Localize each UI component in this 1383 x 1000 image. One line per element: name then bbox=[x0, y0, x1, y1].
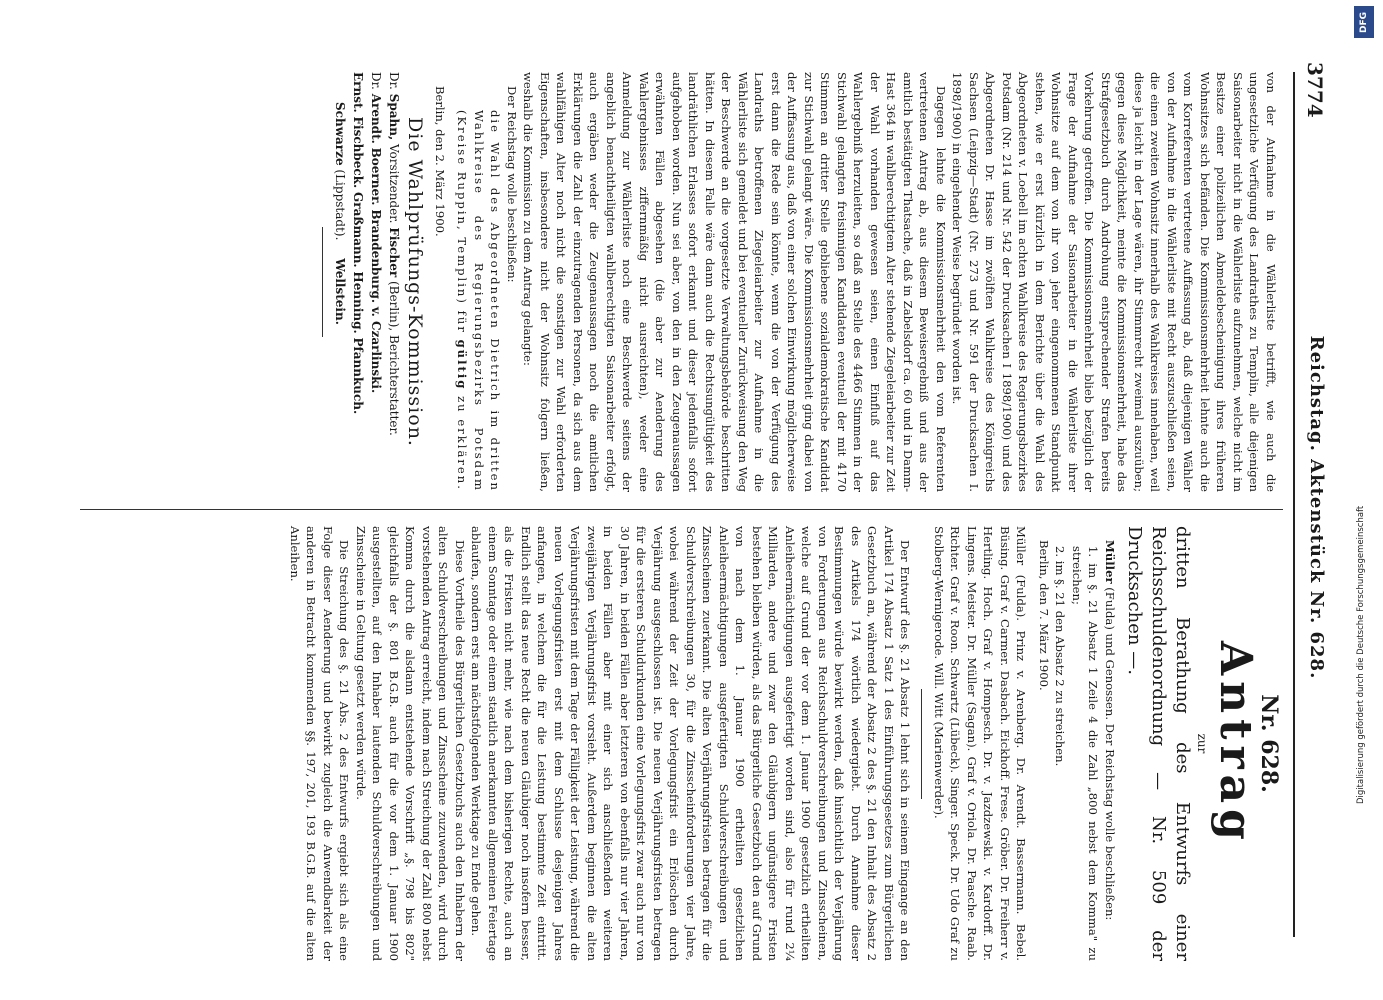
sig-pfannkuch: Pfannkuch. bbox=[351, 337, 365, 415]
mover-rest: (Fulda) und Genossen. Der Reichstag wolle beschließen: bbox=[1103, 587, 1117, 921]
explanation-2: Diese Vortheile des Bürgerlichen Gesetzbuchs auch den Inhabern der alten Schuldverschreibungen und Zinsscheine zuzuwenden, wird durch vorstehenden Antrag erreicht, indem nach Streichung der Zahl 800 nebst Komma durch die alsdann entstehende Vorschrift „§. 798 bis 802" gleichfalls der §. 801 B.G.B. auch für die vor dem 1. Januar 1900 ausgestellten, auf den Inhaber lautenden Schuldverschreibungen und Zinsscheine in Geltung gesetzt werden würde. bbox=[354, 526, 467, 961]
commission-title: Die Wahlprüfungs-Kommission. bbox=[404, 117, 427, 447]
signature-line-2 bbox=[367, 72, 385, 492]
resolution-valid: gültig bbox=[455, 339, 470, 391]
sig-spahn: Spahn, bbox=[387, 93, 401, 141]
motion-item-1: 1. im §. 21 Absatz 1 Zeile 4 die Zahl „800 nebst dem Komma" zu streichen; bbox=[1070, 546, 1101, 961]
left-paragraph-2: Dagegen lehnte die Kommissionsmehrheit den vom Referenten vertretenen Antrag ab, aus diesem Beweisergebniß und aus der amtlich bestätigten Thatsache, daß in Zabelsdorf ca. 60 und in Damm-Hast 364 in wahlberechtigtem Alter stehende Ziegeleiarbeiter zur Zeit der Wahl vorhanden gewesen seien, einen Einfluß auf das Wahlergebniß herzuleiten, so daß an Stelle des 4466 Stimmen in der Stichwahl gelangten freisinnigen Kandidaten eventuell der mit 4170 Stimmen an dritter Stelle gebliebene sozialdemokratische Kandidat zur Stichwahl gelangt wäre. Die Kommissionsmehrheit ging dabei von der Auffassung aus, daß von einer solchen Einwirkung möglicherweise erst dann die Rede sein könnte, wenn die von der Verfügung des Landraths betroffenen Ziegeleiarbeiter zur Aufnahme in die Wählerliste sich gemeldet und bei eventueller Zurückweisung den Weg der Beschwerde an die vorgesetzte Verwaltungsbehörde beschritten hätten. In diesem Falle wäre dann auch die Rechtsungültigkeit des landräthlichen Erlasses sofort erkannt und dieser jedenfalls sofort aufgehoben worden. Nun sei aber, von den in den Zeugenaussagen erwähnten Fällen abgesehen (die aber zur Aenderung des Wahlergebnisses ziffernmäßig nicht ausreichten), weder eine Anmeldung zur Wählerliste noch eine Beschwerde seitens der angeblich benachtheiligten wahlberechtigten Saisonarbeiter erfolgt, auch ergäben weder die Zeugenaussagen noch die amtlichen Erklärungen die Zahl der einzutragenden Personen, da sich aus dem wahlfähigen Alter noch nicht die sonstigen zur Wahl erforderten Eigenschaften, insbesondere nicht der Wohnsitz folgern ließen, weshalb die Kommission zu dem Antrag gelangte: bbox=[521, 72, 948, 492]
sig-dr-2: Dr. bbox=[369, 72, 383, 90]
page-header bbox=[1295, 62, 1353, 953]
mover-name: Müller bbox=[1103, 540, 1117, 584]
sig-fischbeck: Fischbeck. bbox=[351, 116, 365, 189]
commission-signatures bbox=[331, 72, 403, 492]
sig-schwarze: Schwarze bbox=[333, 102, 347, 166]
left-column bbox=[314, 72, 1279, 492]
running-title: Reichstag. Aktenstück Nr. 628. bbox=[1306, 335, 1327, 680]
sig-rapporteur: (Berlin), Berichterstatter. bbox=[387, 280, 401, 436]
motion-item-2: 2. im §. 21 den Absatz 2 zu streichen. bbox=[1053, 546, 1068, 767]
motion-title: dritten Berathung des Entwurfs einer Reichsschuldenordnung — Nr. 509 der Drucksachen —. bbox=[1124, 526, 1193, 961]
sig-grassmann: Graßmann. bbox=[351, 192, 365, 268]
right-column bbox=[287, 526, 1280, 961]
sig-arendt: Arendt. bbox=[369, 93, 383, 144]
column-divider bbox=[80, 509, 1283, 510]
resolution-text-c: zu erklären. bbox=[455, 396, 470, 491]
document-number: Nr. 628. bbox=[1256, 694, 1282, 793]
sig-henning: Henning. bbox=[351, 271, 365, 334]
header-rule bbox=[1293, 72, 1295, 937]
commission-date: Berlin, den 2. März 1900. bbox=[433, 86, 447, 237]
signature-line-1 bbox=[385, 72, 403, 492]
digitization-credit: Digitalisierung gefördert durch die Deutsche Forschungsgemeinschaft bbox=[1356, 505, 1366, 804]
sig-dr-1: Dr. bbox=[387, 72, 401, 90]
left-paragraph-1: von der Aufnahme in die Wählerliste betrifft, wie auch die ungesetzliche Verfügung des Landrathes zu Templin, alle diejenigen Saisonarbeiter nicht in die Wählerliste aufzunehmen, welche nicht im Besitze einer polizeilichen Abmeldebescheinigung ihres früheren Wohnsitzes sich befänden. Die Kommissionsmehrheit lehnte auch die vom Korreferenten vertretene Auffassung ab, daß diejenigen Wähler von der Aufnahme in die Wählerliste mit Recht auszuschließen seien, die einen zweiten Wohnsitz innerhalb des Wahlkreises innehaben, weil diese ja leicht in der Lage wären, ihr Stimmrecht zweimal auszuüben; gegen diese Möglichkeit, meinte die Kommissionsmehrheit, habe das Strafgesetzbuch durch Androhung entsprechender Strafen bereits Vorkehrung getroffen. Die Kommissionsmehrheit blieb bezüglich der Frage der Aufnahme der Saisonarbeiter in die Wählerliste ihrer Wohnsitze auf dem von ihr von jeher eingenommenen Standpunkt stehen, wie er erst kürzlich in dem Berichte über die Wahl des Abgeordneten v. Loebell im achten Wahlkreise des Regierungsbezirkes Potsdam (Nr. 214 und Nr. 542 der Drucksachen I 1898/1900) und des Abgeordneten Dr. Hasse im zwölften Wahlkreise des Königreichs Sachsen (Leipzig—Stadt) (Nr. 273 und Nr. 591 der Drucksachen I. 1898/1900) in eingehender Weise begründet worden ist. bbox=[950, 72, 1278, 492]
sig-czarlinski: v. Czarlinski. bbox=[369, 306, 383, 394]
page-number: 3774 bbox=[1303, 62, 1327, 118]
zur-label: zur bbox=[1195, 733, 1210, 754]
sig-brandenburg: Brandenburg. bbox=[369, 209, 383, 304]
resolution-intro: Der Reichstag wolle beschließen: bbox=[505, 86, 519, 283]
signature-line-3 bbox=[349, 72, 367, 492]
motion-date: Berlin, den 7. März 1900. bbox=[1037, 540, 1051, 691]
motion-signers: Müller (Fulda). Prinz v. Arenberg. Dr. Arendt. Bassermann. Bebel. Büsing. Graf v. Carmer. Dasbach. Eickhoff. Frese. Gröber. Dr. Freiherr v. Hertling. Hoch. Graf v. Hompesch. Dr. v. Jazdzewski. v. Kardorff. Dr. Lingens. Meister. Dr. Müller (Sagan). Graf v. Oriola. Dr. Paasche. Raab. Richter. Graf v. Roon. Schwartz (Lübeck). Singer. Speck. Dr. Udo Graf zu Stolberg-Wernigerode. Will. Witt (Marienwerder). bbox=[932, 526, 1029, 961]
signature-line-4 bbox=[331, 72, 349, 492]
sig-ernst: Ernst. bbox=[351, 72, 365, 113]
sig-chair: Vorsitzender. bbox=[387, 143, 401, 224]
explanation-1: Der Entwurf des §. 21 Absatz 1 lehnt sich in seinem Eingange an den Artikel 174 Absatz 1 Satz 1 des Einführungsgesetzes zum Bürgerlichen Gesetzbuch an, während der Absatz 2 des §. 21 den Inhalt des Absatz 2 des Artikels 174 wörtlich wiedergiebt. Durch Annahme dieser Bestimmungen würde bewirkt werden, daß hinsichtlich der Verjährung von Forderungen aus Reichsschuldverschreibungen und Zinsscheinen, welche auf Grund der vor dem 1. Januar 1900 gesetzlich ertheilten Anleiheermächtigungen ausgefertigt worden sind, also für rund 2¼ Milliarden, andere und zwar den Gläubigern ungünstigere Fristen bestehen bleiben würden, als das Bürgerliche Gesetzbuch den auf Grund von nach dem 1. Januar 1900 ertheilten gesetzlichen Anleiheermächtigungen ausgefertigten Schuldverschreibungen und Zinsscheinen zuerkannt. Die alten Verjährungsfristen betragen für die Schuldverschreibungen 30, für die Zinsscheinforderungen vier Jahre, wobei während der Zeit der Vorlegungsfrist ein Erlöschen durch Verjährung ausgeschlossen ist. Die neuen Verjährungsfristen betragen für die ersteren Schuldurkunden eine Vorlegungsfrist zwar auch nur von 30 Jahren, in beiden Fällen aber letzteren von ebenfalls nur vier Jahren, in beiden Fällen aber mit einer sich anschließenden weiteren zweijährigen Verjährungsfrist vorsieht. Außerdem beginnen die alten Verjährungsfristen mit dem Tage der Fälligkeit der Leistung, während die neuen Vorlegungsfristen erst mit dem Schlusse desjenigen Jahres anfangen, in welchem die für die Leistung bestimmte Zeit eintritt. Endlich stellt das neue Recht die neuen Gläubiger noch insofern besser, als die Fristen nicht mehr, wie nach dem bisherigen Rechte, auch an einem Sonntage oder einem staatlich anerkannten allgemeinen Feiertage ablaufen, sondern erst am nächstfolgenden Werktage zu Ende gehen. bbox=[469, 526, 913, 961]
sig-fischer: Fischer bbox=[387, 227, 401, 278]
resolution-text bbox=[454, 72, 504, 492]
sig-wellstein: Wellstein. bbox=[333, 258, 347, 325]
page-content bbox=[0, 42, 1383, 977]
sig-lippstadt: (Lippstadt). bbox=[333, 169, 347, 241]
dfg-logo: DFG bbox=[1354, 6, 1374, 38]
motion-mover bbox=[1102, 526, 1119, 961]
explanation-3: Die Streichung des §. 21 Abs. 2 des Entwurfs ergiebt sich als eine Folge dieser Aenderung und bewirkt zugleich die Anwendbarkeit der anderen in Betracht kommenden §§. 197, 201, 193 B.G.B. auf die alten Anleihen. bbox=[288, 526, 352, 961]
motion-rule bbox=[922, 689, 923, 799]
antrag-heading: Antrag bbox=[1210, 641, 1262, 846]
sig-boerner: Boerner. bbox=[369, 147, 383, 206]
closing-rule bbox=[322, 227, 323, 337]
resolution-text-a: die Wahl des Abgeordneten Dietrich im dritten Wahlkreise des Regierungsbezirks Potsdam (Kreise Ruppin, Templin) für bbox=[455, 110, 503, 492]
